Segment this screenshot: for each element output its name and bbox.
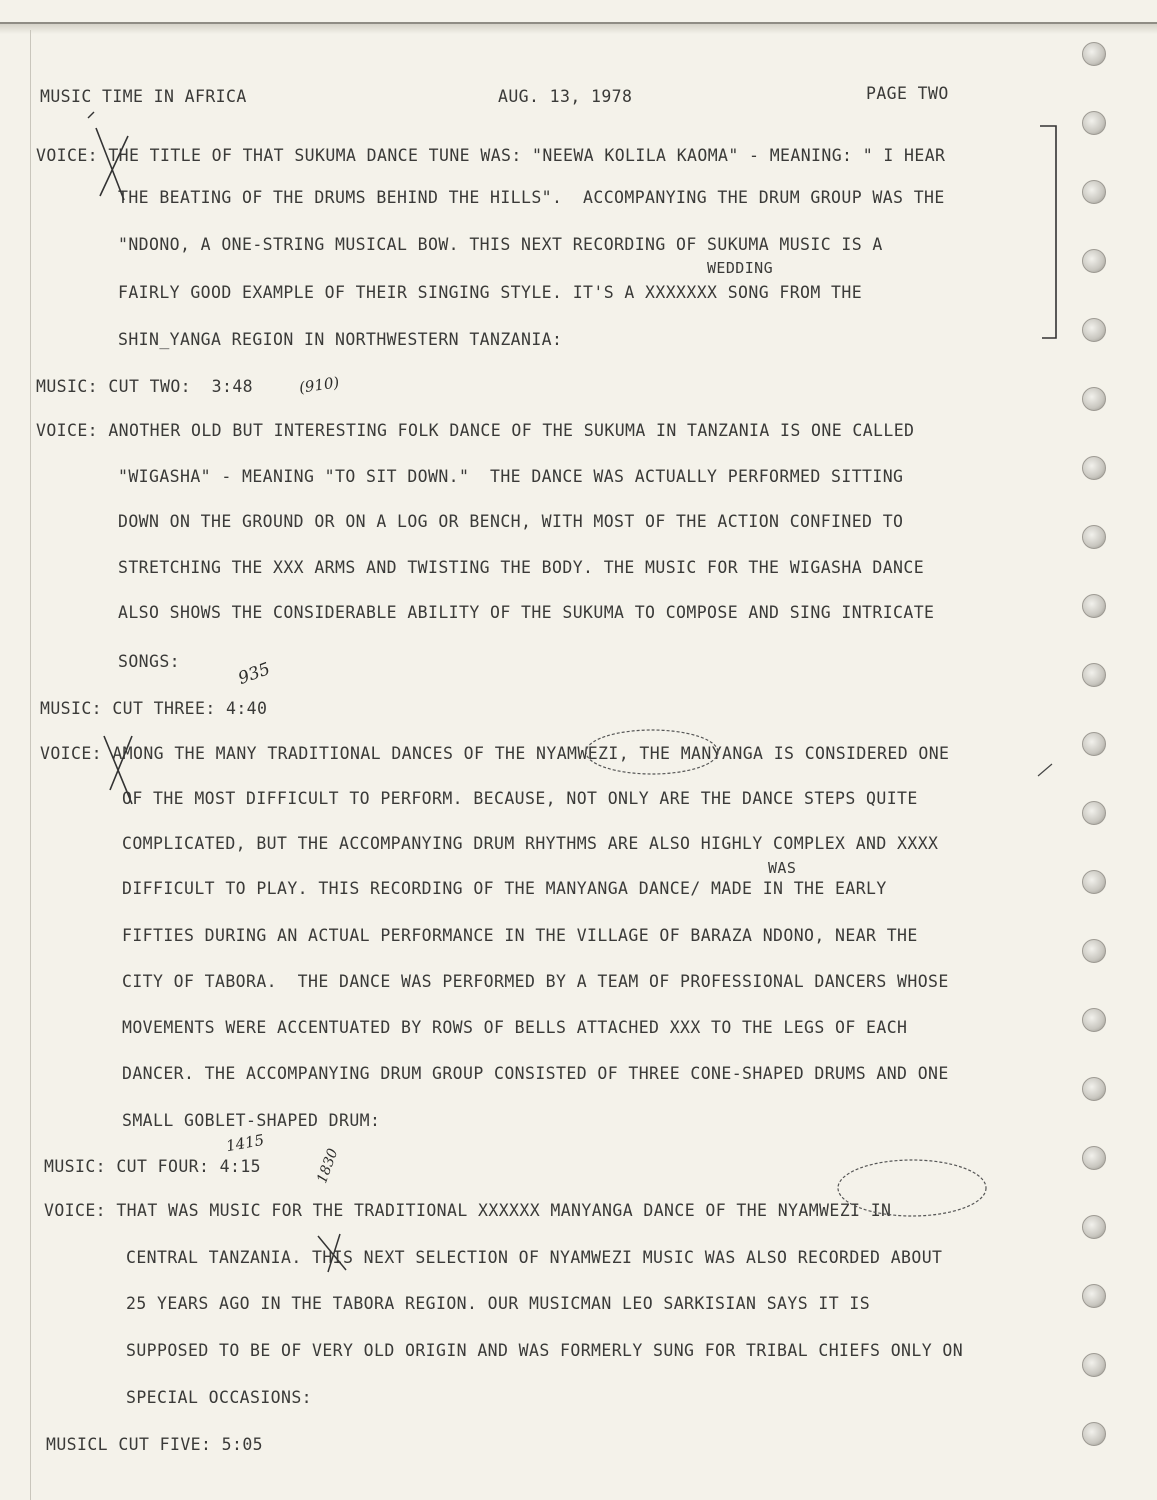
script-line: 25 YEARS AGO IN THE TABORA REGION. OUR MUSICMAN LEO SARKISIAN SAYS IT IS [126,1294,871,1313]
typed-insertion: WEDDING [707,259,774,277]
handwritten-note: (910) [297,373,341,397]
music-cue: MUSIC: CUT TWO: 3:48 [36,377,254,396]
x-mark [318,1234,346,1272]
script-line: SONGS: [118,652,181,671]
program-title: MUSIC TIME IN AFRICA [40,87,247,106]
script-line: ALSO SHOWS THE CONSIDERABLE ABILITY OF THE SUKUMA TO COMPOSE AND SING INTRICATE [118,603,935,622]
page-number: PAGE TWO [866,84,949,103]
script-line: VOICE: ANOTHER OLD BUT INTERESTING FOLK DANCE OF THE SUKUMA IN TANZANIA IS ONE CALLED [36,421,915,440]
script-line: MOVEMENTS WERE ACCENTUATED BY ROWS OF BELLS ATTACHED XXX TO THE LEGS OF EACH [122,1018,908,1037]
circle-mark [838,1160,986,1216]
script-line: DOWN ON THE GROUND OR ON A LOG OR BENCH, WITH MOST OF THE ACTION CONFINED TO [118,512,904,531]
script-line: COMPLICATED, BUT THE ACCOMPANYING DRUM RHYTHMS ARE ALSO HIGHLY COMPLEX AND XXXX [122,834,939,853]
script-line: DIFFICULT TO PLAY. THIS RECORDING OF THE MANYANGA DANCE/ MADE IN THE EARLY [122,879,887,898]
script-line: VOICE: THE TITLE OF THAT SUKUMA DANCE TUNE WAS: "NEEWA KOLILA KAOMA" - MEANING: " I HEAR [36,146,946,165]
circle-mark [586,730,718,774]
script-line: SPECIAL OCCASIONS: [126,1388,313,1407]
typed-insertion: WAS [768,859,797,877]
script-line: VOICE: AMONG THE MANY TRADITIONAL DANCES OF THE NYAMWEZI, THE MANYANGA IS CONSIDERED ONE [40,744,950,763]
script-line: SUPPOSED TO BE OF VERY OLD ORIGIN AND WAS FORMERLY SUNG FOR TRIBAL CHIEFS ONLY ON [126,1341,964,1360]
script-line: SMALL GOBLET-SHAPED DRUM: [122,1111,381,1130]
script-line: "NDONO, A ONE-STRING MUSICAL BOW. THIS NEXT RECORDING OF SUKUMA MUSIC IS A [118,235,883,254]
script-line: FIFTIES DURING AN ACTUAL PERFORMANCE IN THE VILLAGE OF BARAZA NDONO, NEAR THE [122,926,918,945]
music-cue: MUSIC: CUT THREE: 4:40 [40,699,268,718]
script-line: THE BEATING OF THE DRUMS BEHIND THE HILLS". ACCOMPANYING THE DRUM GROUP WAS THE [118,188,945,207]
x-mark [96,128,128,200]
script-line: CITY OF TABORA. THE DANCE WAS PERFORMED BY A TEAM OF PROFESSIONAL DANCERS WHOSE [122,972,949,991]
edit-bracket [1040,126,1056,338]
script-line: CENTRAL TANZANIA. THIS NEXT SELECTION OF NYAMWEZI MUSIC WAS ALSO RECORDED ABOUT [126,1248,943,1267]
handwritten-note: 935 [235,659,273,689]
broadcast-date: AUG. 13, 1978 [498,87,633,106]
music-cue: MUSIC: CUT FOUR: 4:15 [44,1157,262,1176]
handwritten-note: 1415 [224,1130,266,1156]
script-line: "WIGASHA" - MEANING "TO SIT DOWN." THE DANCE WAS ACTUALLY PERFORMED SITTING [118,467,904,486]
tick-mark [88,112,94,118]
script-line: OF THE MOST DIFFICULT TO PERFORM. BECAUSE, NOT ONLY ARE THE DANCE STEPS QUITE [122,789,918,808]
x-mark [104,736,132,804]
script-line: STRETCHING THE XXX ARMS AND TWISTING THE BODY. THE MUSIC FOR THE WIGASHA DANCE [118,558,925,577]
tick-mark [1038,764,1052,776]
script-line: DANCER. THE ACCOMPANYING DRUM GROUP CONSISTED OF THREE CONE-SHAPED DRUMS AND ONE [122,1064,949,1083]
script-line: FAIRLY GOOD EXAMPLE OF THEIR SINGING STYLE. IT'S A XXXXXXX SONG FROM THE [118,283,863,302]
script-line: SHIN_YANGA REGION IN NORTHWESTERN TANZANIA: [118,330,563,349]
handwritten-note: 1830 [314,1146,342,1186]
script-line: VOICE: THAT WAS MUSIC FOR THE TRADITIONAL XXXXXX MANYANGA DANCE OF THE NYAMWEZI IN [44,1201,892,1220]
music-cue: MUSICL CUT FIVE: 5:05 [46,1435,264,1454]
